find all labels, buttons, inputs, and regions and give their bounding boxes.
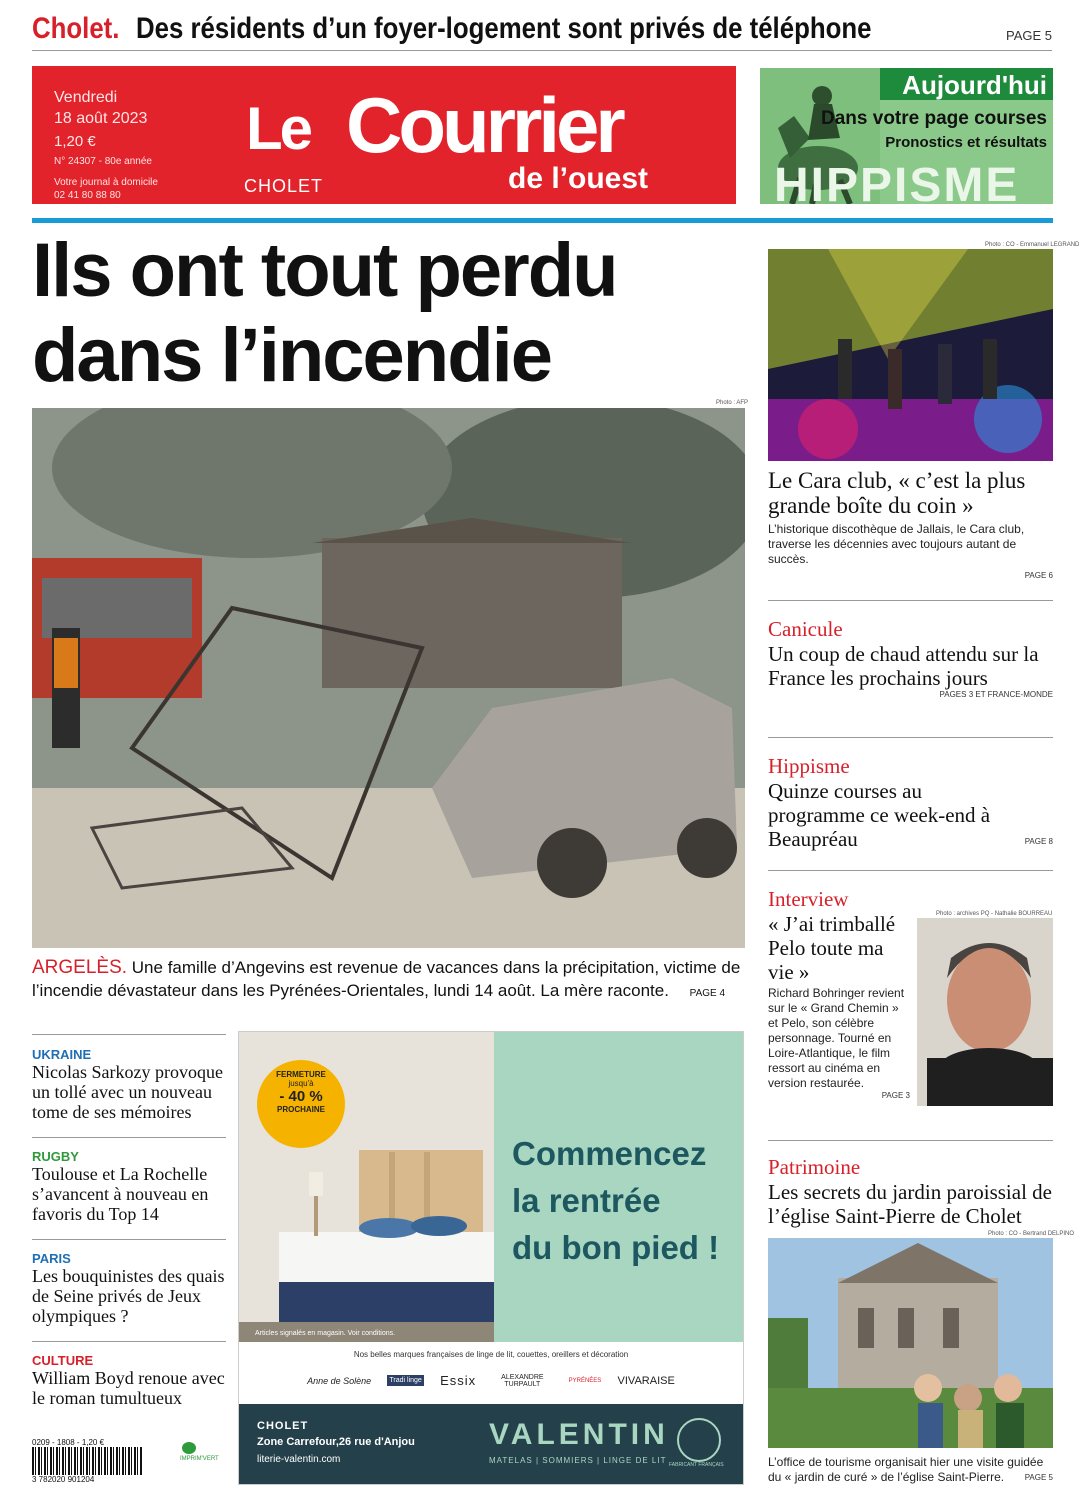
caption-place: ARGELÈS. (32, 957, 128, 978)
brief-paris[interactable] (32, 1251, 226, 1326)
cara-article[interactable] (768, 468, 1053, 580)
left-divider-0 (32, 1034, 226, 1035)
ad-brands-bar (239, 1342, 743, 1404)
ad-slogan-panel (494, 1032, 743, 1342)
caption-text: Une famille d’Angevins est revenue de vacances dans la précipitation, victime de l’incendie dévastateur dans les Pyrénées-Orientales, lundi 14 août. La mère raconte. (32, 958, 741, 1000)
right-divider-3 (768, 870, 1053, 871)
brief-rugby[interactable] (32, 1149, 226, 1224)
canicule-page: PAGES 3 ET FRANCE-MONDE (939, 690, 1053, 699)
issue-number: N° 24307 - 80e année (54, 156, 152, 168)
brief-ukraine[interactable] (32, 1047, 226, 1122)
edition-day: Vendredi (54, 89, 118, 106)
main-headline[interactable] (32, 228, 732, 398)
canicule-kicker: Canicule (768, 617, 843, 641)
brief-title: Nicolas Sarkozy provoque un tollé avec un nouveau tome de ses mémoires (32, 1062, 223, 1122)
hippisme-article[interactable] (768, 754, 1053, 851)
hippisme-title: Quinze courses au programme ce week-end à Beaupréau (768, 779, 991, 851)
brief-title: Toulouse et La Rochelle s’avancent à nouveau en favoris du Top 14 (32, 1164, 209, 1224)
patrimoine-caption-block (768, 1455, 1053, 1482)
main-caption (32, 956, 745, 1005)
canicule-title: Un coup de chaud attendu sur la France les prochains jours (768, 642, 1039, 690)
brand-logo: Tradi linge (389, 1377, 422, 1384)
ad-tagline: MATELAS | SOMMIERS | LINGE DE LIT (489, 1456, 667, 1465)
right-divider-2 (768, 737, 1053, 738)
advertisement[interactable] (238, 1031, 744, 1485)
brand-logo: PYRÉNÉES (568, 1377, 602, 1384)
main-photo[interactable] (32, 408, 745, 948)
ad-address: Zone Carrefour,26 rue d'Anjou (257, 1436, 415, 1448)
edition-city: CHOLET (244, 176, 324, 196)
brand-logo: ALEXANDRE TURPAULT (501, 1373, 544, 1388)
badge-small: jusqu'à (288, 1079, 314, 1088)
badge-percent: - 40 % (279, 1088, 323, 1105)
brief-kicker: PARIS (32, 1251, 71, 1266)
ad-slogan-line3: du bon pied ! (512, 1229, 720, 1266)
main-headline-line1: Ils ont tout perdu (32, 228, 617, 313)
burned-car-scene-image (32, 408, 745, 948)
patrimoine-photo-credit: Photo : CO - Bertrand DELPINO (988, 1231, 1075, 1237)
patrimoine-kicker: Patrimoine (768, 1155, 861, 1179)
interview-text: Richard Bohringer revient sur le « Grand Chemin » et Pelo, son célèbre personnage. Tourné en Loire-Atlantique, le film ressort au cinéma en version restaurée. (768, 986, 905, 1090)
brand-logo: Anne de Solène (307, 1375, 372, 1386)
left-divider-1 (32, 1137, 226, 1138)
masthead-info (54, 88, 158, 202)
logo-le: Le (246, 95, 311, 162)
ad-slogan-line2: la rentrée (512, 1182, 661, 1219)
cara-photo[interactable] (768, 249, 1053, 461)
portrait-image (917, 918, 1053, 1106)
interview-photo-credit: Photo : archives PQ - Nathalie BOURREAU (936, 911, 1053, 917)
top-teaser[interactable] (32, 10, 1052, 51)
brief-kicker: UKRAINE (32, 1047, 92, 1062)
cara-title: Le Cara club, « c’est la plus grande boîte du coin » (768, 468, 1026, 518)
patrimoine-caption: L’office de tourisme organisait hier une visite guidée du « jardin de curé » de l’église Saint-Pierre. (768, 1455, 1044, 1484)
patrimoine-title: Les secrets du jardin paroissial de l’église Saint-Pierre de Cholet (768, 1180, 1052, 1228)
ad-city: CHOLET (257, 1420, 309, 1432)
main-photo-credit: Photo : AFP (716, 400, 749, 406)
logo-ouest: de l’ouest (508, 162, 649, 195)
top-teaser-page: PAGE 5 (1005, 28, 1052, 43)
patrimoine-page: PAGE 5 (1024, 1473, 1053, 1482)
promo-today: Aujourd'hui (902, 70, 1047, 100)
top-teaser-headline: Des résidents d’un foyer-logement sont privés de téléphone (136, 12, 872, 45)
brief-kicker: RUGBY (32, 1149, 79, 1164)
ad-seal-icon (677, 1418, 721, 1462)
subscription-phone: 02 41 80 88 80 (54, 190, 121, 202)
ad-brands-line: Nos belles marques françaises de linge de lit, couettes, oreillers et décoration (353, 1350, 629, 1359)
interview-title: « J’ai trimballé Pelo toute ma vie » (768, 912, 896, 984)
cara-photo-credit: Photo : CO - Emmanuel LEGRAND (985, 242, 1080, 248)
promo-line1: Dans votre page courses (821, 108, 1047, 129)
barcode-bars (32, 1447, 142, 1475)
promo-badge (257, 1060, 345, 1148)
edition-date: 18 août 2023 (54, 109, 148, 127)
main-headline-line2: dans l’incendie (32, 313, 552, 398)
nightclub-image (768, 249, 1053, 461)
subscription-line: Votre journal à domicile (54, 177, 158, 189)
brief-culture[interactable] (32, 1353, 226, 1408)
ad-conditions: Articles signalés en magasin. Voir conditions. (255, 1330, 396, 1337)
recycle-icon (182, 1442, 196, 1454)
hippisme-promo[interactable] (760, 68, 1053, 204)
church-garden-image (768, 1238, 1053, 1448)
cara-text: L’historique discothèque de Jallais, le Cara club, traverse les décennies avec toujours autant de succès. (768, 522, 1025, 566)
header-divider (32, 218, 1053, 223)
ad-store-bar[interactable] (239, 1404, 743, 1484)
canicule-article[interactable] (768, 617, 1053, 699)
right-divider-4 (768, 1140, 1053, 1141)
cara-page: PAGE 6 (1024, 571, 1053, 580)
imprim-vert-label: IMPRIM'VERT (180, 1456, 219, 1462)
brief-title: William Boyd renoue avec le roman tumultueux (32, 1368, 225, 1408)
top-teaser-city: Cholet. (32, 12, 120, 45)
barcode-top-text: 0209 - 1808 - 1,20 € (32, 1438, 105, 1447)
left-divider-2 (32, 1239, 226, 1240)
right-divider-1 (768, 600, 1053, 601)
badge-top: FERMETURE (276, 1070, 326, 1079)
edition-price: 1,20 € (54, 132, 96, 150)
ad-brand: VALENTIN (489, 1418, 669, 1451)
hippisme-page: PAGE 8 (1024, 837, 1053, 846)
barcode-number: 3 782020 901204 (32, 1475, 95, 1484)
logo-courrier: Courrier (346, 81, 622, 169)
interview-kicker: Interview (768, 887, 849, 911)
brand-logo: VIVARAISE (617, 1374, 675, 1387)
left-divider-3 (32, 1341, 226, 1342)
badge-bottom: PROCHAINE (276, 1105, 325, 1114)
patrimoine-photo[interactable] (768, 1238, 1053, 1448)
patrimoine-article[interactable] (768, 1155, 1053, 1228)
interview-photo[interactable] (917, 918, 1053, 1106)
barcode-block (32, 1438, 222, 1488)
masthead (32, 66, 736, 204)
ad-seal-text: FABRICANT FRANÇAIS (669, 1462, 724, 1468)
brief-title: Les bouquinistes des quais de Seine privés de Jeux olympiques ? (32, 1266, 225, 1326)
promo-hippisme-word: HIPPISME (774, 159, 1020, 204)
interview-page: PAGE 3 (881, 1091, 910, 1100)
caption-page: PAGE 4 (689, 988, 726, 999)
ad-website[interactable]: literie-valentin.com (257, 1454, 341, 1465)
hippisme-kicker: Hippisme (768, 754, 850, 778)
brand-logo: Essix (440, 1373, 477, 1388)
promo-line2: Pronostics et résultats (885, 134, 1047, 151)
ad-slogan-line1: Commencez (512, 1135, 707, 1172)
brief-kicker: CULTURE (32, 1353, 94, 1368)
ad-slogan (512, 1130, 719, 1271)
